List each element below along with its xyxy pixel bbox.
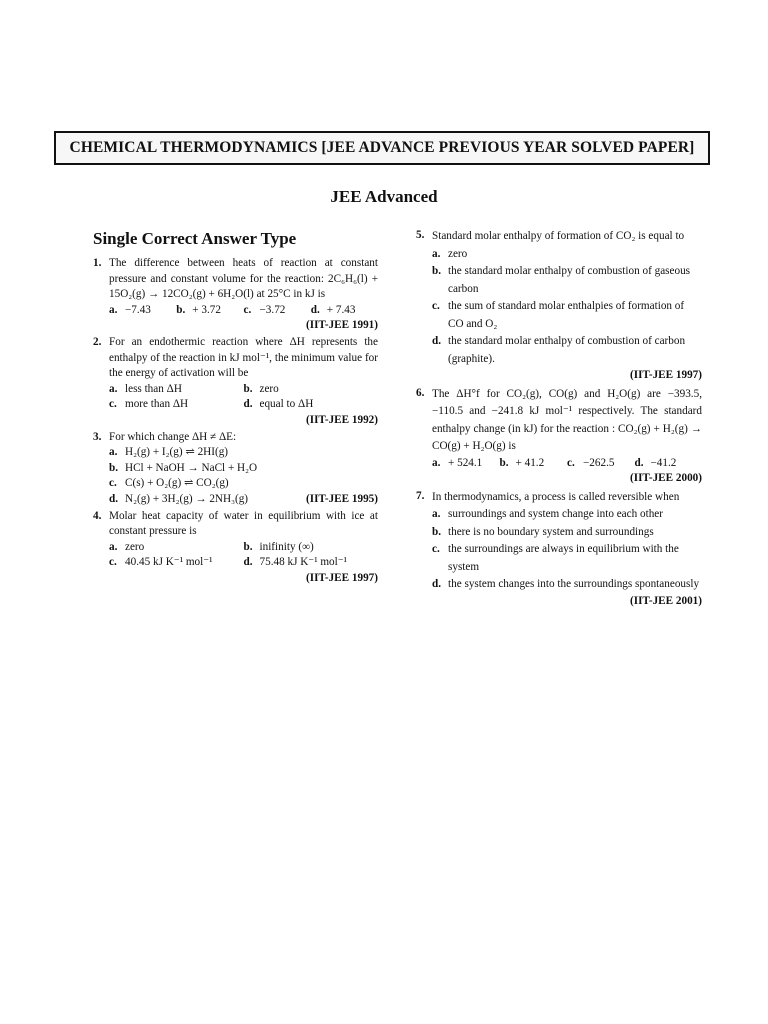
- option-b[interactable]: b. + 41.2: [499, 456, 545, 469]
- question-source: (IIT-JEE 1992): [305, 413, 378, 426]
- option-d[interactable]: d. N₂(g) + 3H₂(g) → 2NH₃(g) (IIT-JEE 1995): [109, 492, 378, 508]
- question-text: For which change ΔH ≠ ΔE:: [109, 430, 237, 443]
- section-title: Single Correct Answer Type: [93, 229, 297, 248]
- option-c[interactable]: c. 40.45 kJ K⁻¹ mol⁻¹: [109, 556, 213, 569]
- option-c[interactable]: c. more than ΔH: [109, 398, 189, 411]
- question-source: (IIT-JEE 2000): [629, 472, 702, 485]
- question-text: Standard molar enthalpy of formation of CO₂ is equal to: [432, 230, 685, 242]
- question-number: 7.: [416, 489, 425, 502]
- page-heading: JEE Advanced: [330, 187, 438, 206]
- options: [432, 506, 702, 594]
- right-column: [416, 228, 702, 611]
- option-c[interactable]: c. the surroundings are always in equilibrium with the system: [432, 543, 679, 573]
- option-a[interactable]: a. surroundings and system change into each other: [432, 508, 663, 521]
- question-4: [93, 509, 378, 587]
- question-source: (IIT-JEE 1991): [305, 319, 378, 332]
- option-a[interactable]: a. less than ΔH: [109, 382, 182, 395]
- question-source: (IIT-JEE 1997): [629, 369, 702, 381]
- question-text: For an endothermic reaction where ΔH represents the enthalpy of the reaction in kJ mol⁻¹, the minimum value for the energy of activation will be: [109, 335, 378, 380]
- option-a[interactable]: a. −7.43: [109, 303, 151, 316]
- option-c[interactable]: c. C(s) + O₂(g) ⇌ CO₂(g): [109, 477, 229, 490]
- question-source: (IIT-JEE 2001): [629, 594, 702, 607]
- option-a[interactable]: a. + 524.1: [432, 456, 483, 469]
- question-number: 5.: [416, 229, 425, 241]
- question-source: (IIT-JEE 1995): [305, 492, 378, 505]
- question-text: In thermodynamics, a process is called reversible when: [432, 490, 680, 503]
- option-a[interactable]: a. H₂(g) + I₂(g) ⇌ 2HI(g): [109, 446, 229, 459]
- options: [109, 382, 378, 413]
- option-b[interactable]: b. HCl + NaOH → NaCl + H₂O: [109, 461, 258, 474]
- question-number: 6.: [416, 386, 425, 399]
- option-d[interactable]: d. the standard molar enthalpy of combustion of carbon (graphite).: [432, 335, 686, 365]
- option-d[interactable]: d. the system changes into the surroundings spontaneously: [432, 578, 700, 591]
- option-b[interactable]: b. there is no boundary system and surroundings: [432, 525, 654, 538]
- question-text: The difference between heats of reaction at constant pressure and constant volume for the reaction: 2C₆H₆(l) + 15O₂(g) → 12CO₂(g) + 6H₂O(l) at 25°C in kJ is: [109, 257, 378, 301]
- page-banner: CHEMICAL THERMODYNAMICS [JEE ADVANCE PREVIOUS YEAR SOLVED PAPER]: [54, 131, 710, 165]
- question-number: 3.: [93, 430, 102, 443]
- option-a[interactable]: a. zero: [432, 247, 468, 260]
- option-c[interactable]: c. −262.5: [567, 456, 615, 469]
- options: [109, 445, 378, 507]
- options: [109, 540, 378, 571]
- option-b[interactable]: b. + 3.72: [176, 303, 221, 316]
- options: [109, 303, 378, 319]
- option-d[interactable]: d. −41.2: [634, 456, 677, 469]
- question-number: 4.: [93, 509, 102, 522]
- question-1: [93, 256, 378, 334]
- question-6: [416, 386, 702, 487]
- question-7: [416, 489, 702, 610]
- question-number: 2.: [93, 335, 102, 348]
- question-text: The ΔH°f for CO₂(g), CO(g) and H₂O(g) are −393.5, −110.5 and −241.8 kJ mol⁻¹ respectively. The standard enthalpy change (in kJ) for the reaction : CO₂(g) + H₂(g) → CO(g) + H₂O(g) is: [432, 387, 702, 453]
- option-b[interactable]: b. the standard molar enthalpy of combustion of gaseous carbon: [432, 265, 691, 295]
- option-c[interactable]: c. −3.72: [243, 303, 286, 316]
- option-d[interactable]: d. 75.48 kJ K⁻¹ mol⁻¹: [243, 556, 348, 569]
- question-number: 1.: [93, 257, 102, 269]
- question-text: Molar heat capacity of water in equilibrium with ice at constant pressure is: [109, 509, 378, 538]
- option-a[interactable]: a. zero: [109, 540, 145, 553]
- option-b[interactable]: b. zero: [243, 382, 279, 395]
- question-5: [416, 228, 702, 384]
- option-d[interactable]: d. + 7.43: [310, 303, 356, 316]
- option-b[interactable]: b. inifinity (∞): [243, 540, 314, 553]
- question-source: (IIT-JEE 1997): [305, 571, 378, 584]
- options: [432, 456, 702, 472]
- options: [432, 246, 702, 369]
- question-3: [93, 430, 378, 508]
- question-2: [93, 335, 378, 429]
- option-c[interactable]: c. the sum of standard molar enthalpies of formation of CO and O₂: [432, 300, 685, 330]
- option-d[interactable]: d. equal to ΔH: [243, 398, 314, 411]
- left-column: [93, 228, 378, 587]
